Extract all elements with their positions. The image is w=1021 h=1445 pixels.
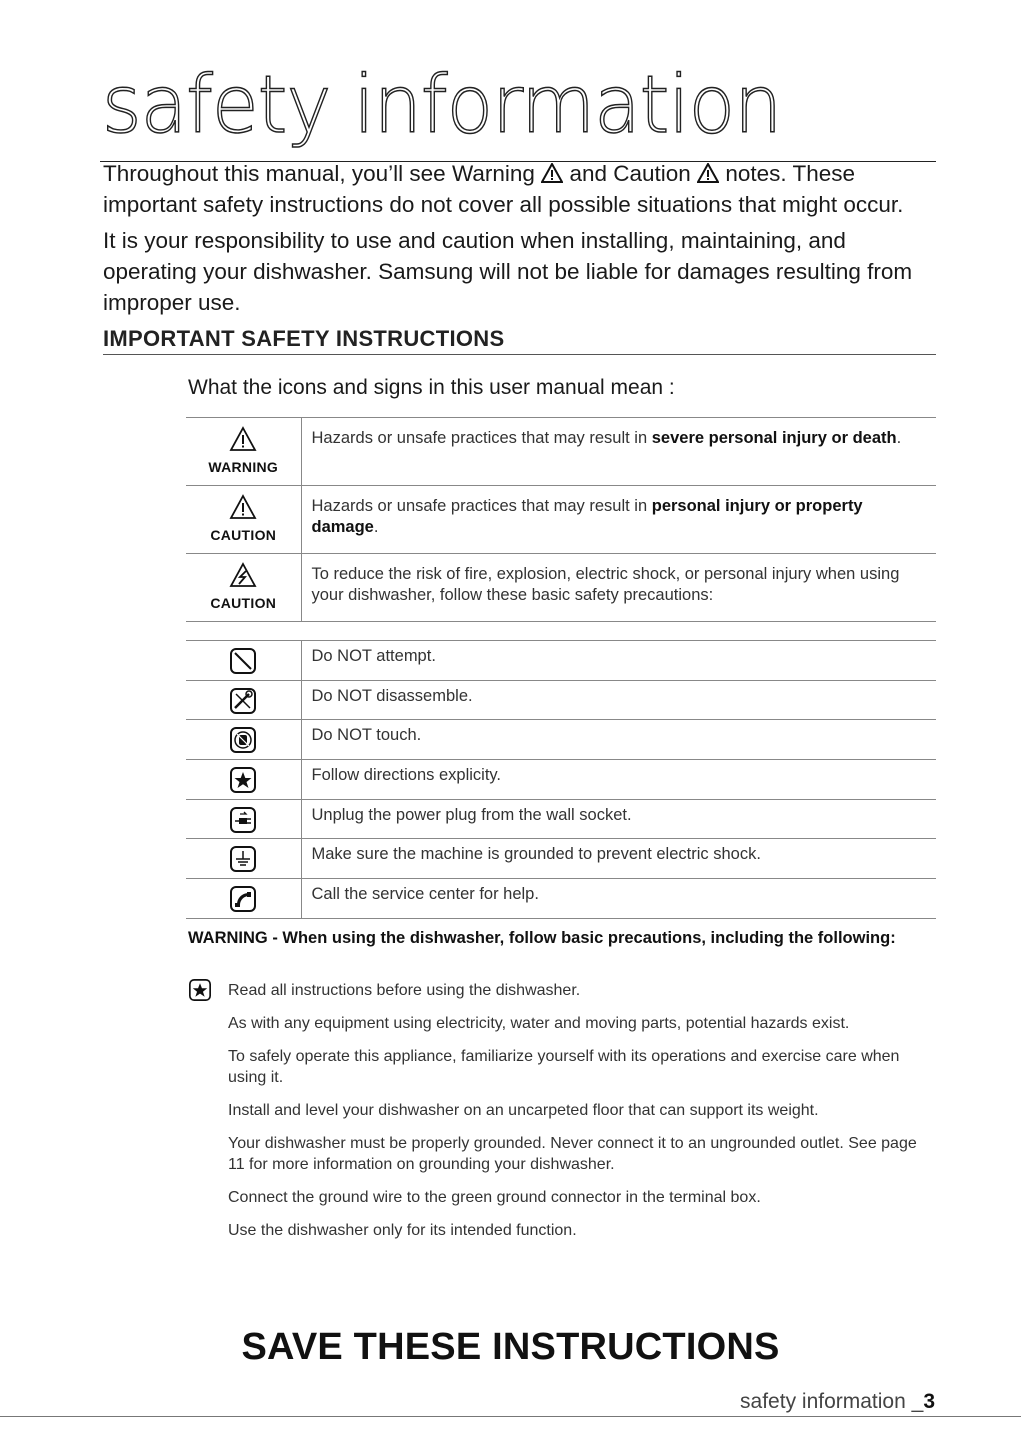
warning-triangle-icon (229, 426, 257, 452)
legend-label: CAUTION (210, 527, 277, 543)
icon-row (186, 799, 936, 839)
section-heading-text: IMPORTANT SAFETY INSTRUCTIONS (103, 326, 505, 351)
intro-paragraph-2: It is your responsibility to use and caution when installing, maintaining, and operating your dishwasher. Samsung will not be liable for damages resulting from improper use. (103, 228, 913, 315)
legend-label: CAUTION (210, 595, 277, 611)
list-item: Read all instructions before using the dishwasher. (228, 982, 581, 999)
save-instructions-title: SAVE THESE INSTRUCTIONS (241, 1326, 780, 1368)
icon-cell (186, 879, 301, 919)
page-title-text: safety information (102, 58, 782, 151)
icon-row (186, 641, 936, 681)
warning-heading: WARNING - When using the dishwasher, follow basic precautions, including the following: (188, 929, 896, 947)
legend-text-plain: To reduce the risk of fire, explosion, electric shock, or personal injury when using your dishwasher, follow these basic safety precautions: (311, 565, 900, 604)
icon-row-text: Unplug the power plug from the wall socket. (301, 799, 936, 839)
list-item: Use the dishwasher only for its intended function. (228, 1222, 577, 1239)
follow-directions-icon (188, 979, 212, 1001)
legend-table (186, 417, 936, 622)
unplug-icon (229, 807, 257, 833)
intro-text-a: Throughout this manual, you’ll see Warning (103, 161, 535, 186)
icon-row (186, 879, 936, 919)
icon-row-text: Make sure the machine is grounded to prevent electric shock. (301, 839, 936, 879)
list-item: As with any equipment using electricity, water and moving parts, potential hazards exist. (228, 1015, 850, 1032)
service-call-icon (229, 886, 257, 912)
no-disassemble-icon (229, 688, 257, 714)
icon-row (186, 720, 936, 760)
legend-text (301, 554, 936, 622)
legend-text-tail: . (373, 518, 379, 536)
warning-icon (541, 163, 563, 183)
list-item: Install and level your dishwasher on an uncarpeted floor that can support its weight. (228, 1102, 819, 1119)
icon-row-text: Follow directions explicity. (301, 760, 936, 800)
legend-text-tail: . (896, 429, 902, 447)
prohibited-icon (229, 648, 257, 674)
icon-cell (186, 839, 301, 879)
precaution-star (188, 979, 212, 1006)
legend-icon-cell (186, 486, 301, 554)
legend-text-bold: severe personal injury or death (651, 429, 897, 447)
icon-cell (186, 680, 301, 720)
icon-row (186, 760, 936, 800)
icon-cell (186, 720, 301, 760)
caution-triangle-icon (229, 494, 257, 520)
electric-caution-triangle-icon (229, 562, 257, 588)
icon-row-text: Call the service center for help. (301, 879, 936, 919)
icons-table (186, 640, 936, 919)
legend-row-warning (186, 418, 936, 486)
legend-label: WARNING (208, 459, 279, 475)
legend-icon-cell (186, 418, 301, 486)
ground-icon (229, 846, 257, 872)
page-number: 3 (923, 1390, 935, 1413)
intro-paragraph-1 (103, 158, 943, 220)
legend-text (301, 486, 936, 554)
legend-row-caution (186, 486, 936, 554)
no-touch-icon (229, 727, 257, 753)
legend-text (301, 418, 936, 486)
intro-text-b: and Caution (569, 161, 691, 186)
intro-text (103, 158, 943, 323)
icon-row-text: Do NOT attempt. (301, 641, 936, 681)
follow-directions-icon (229, 767, 257, 793)
legend-text-plain: Hazards or unsafe practices that may result in (311, 429, 652, 447)
section-heading (103, 326, 936, 355)
icon-row (186, 839, 936, 879)
icon-cell (186, 641, 301, 681)
list-item: Connect the ground wire to the green ground connector in the terminal box. (228, 1189, 761, 1206)
page-title (100, 58, 936, 162)
icon-row (186, 680, 936, 720)
precaution-list (228, 980, 928, 1253)
intro-text-c: notes. These important safety instructions do not cover all possible situations that might occur. (103, 161, 904, 217)
list-item: To safely operate this appliance, familiarize yourself with its operations and exercise care when using it. (228, 1048, 900, 1086)
footer-label: safety information _ (740, 1390, 924, 1413)
caution-icon (697, 163, 719, 183)
icon-cell (186, 799, 301, 839)
icon-row-text: Do NOT touch. (301, 720, 936, 760)
icon-cell (186, 760, 301, 800)
icons-subhead: What the icons and signs in this user manual mean : (188, 376, 675, 399)
legend-text-plain: Hazards or unsafe practices that may result in (311, 497, 652, 515)
legend-icon-cell (186, 554, 301, 622)
legend-text-bold: personal injury or property damage (311, 497, 863, 536)
page-footer (740, 1390, 935, 1414)
legend-row-electric-caution (186, 554, 936, 622)
list-item: Your dishwasher must be properly grounded. Never connect it to an ungrounded outlet. See page 11 for more information on grounding your dishwasher. (228, 1135, 917, 1173)
bottom-divider (0, 1416, 1021, 1417)
icon-row-text: Do NOT disassemble. (301, 680, 936, 720)
